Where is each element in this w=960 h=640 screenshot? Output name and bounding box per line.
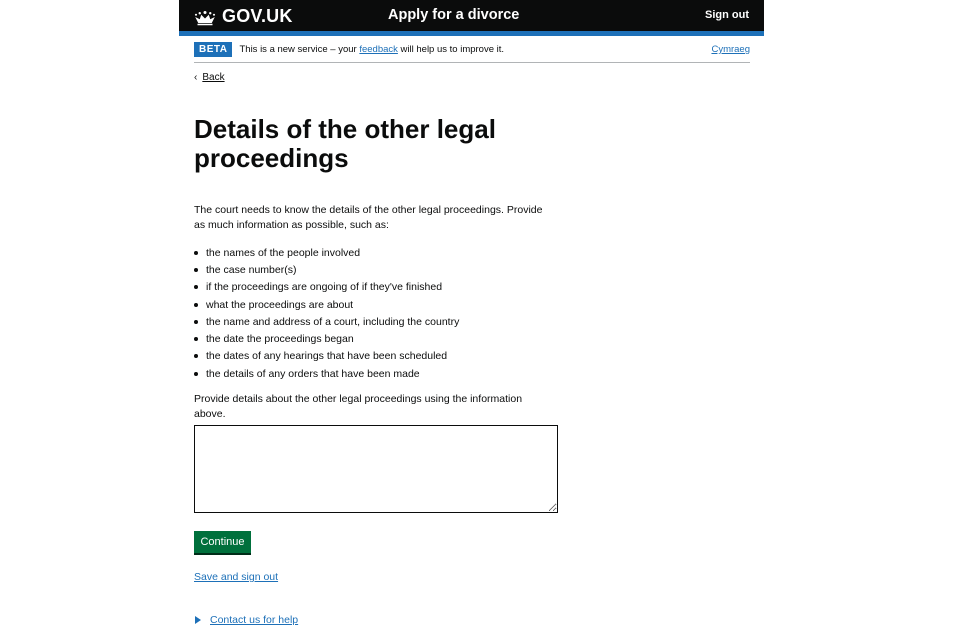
phase-banner	[194, 40, 750, 63]
list-item-text: the name and address of a court, including the country	[206, 315, 460, 328]
language-toggle-link[interactable]: Cymraeg	[711, 44, 750, 55]
bullet-icon	[194, 320, 198, 324]
chevron-left-icon: ‹	[194, 72, 198, 83]
phase-banner-text	[239, 44, 504, 55]
sign-out-link[interactable]: Sign out	[705, 9, 749, 21]
list-item-text: the details of any orders that have been made	[206, 367, 420, 380]
list-item	[194, 279, 459, 296]
bullet-icon	[194, 337, 198, 341]
list-item-text: the names of the people involved	[206, 246, 361, 259]
list-item	[194, 330, 459, 347]
list-item	[194, 348, 459, 365]
bullet-icon	[194, 354, 198, 358]
phase-banner-text-after: will help us to improve it.	[397, 43, 505, 55]
list-item	[194, 261, 459, 278]
list-item	[194, 296, 459, 313]
bullet-icon	[194, 251, 198, 255]
details-field-label: Provide details about the other legal proceedings using the information above.	[194, 393, 523, 420]
site-header	[179, 0, 764, 31]
logo-text: GOV.UK	[222, 6, 293, 26]
beta-tag: BETA	[194, 42, 232, 57]
bullet-icon	[194, 303, 198, 307]
list-item-text: if the proceedings are ongoing of if they've finished	[206, 281, 443, 294]
back-link[interactable]	[194, 72, 225, 83]
information-list	[194, 244, 459, 382]
list-item-text: the dates of any hearings that have been scheduled	[206, 350, 448, 363]
list-item-text: what the proceedings are about	[206, 298, 354, 311]
page-title: Details of the other legal proceedings	[194, 114, 496, 173]
continue-button[interactable]: Continue	[194, 531, 251, 553]
crown-icon	[193, 8, 217, 26]
header-accent-bar	[179, 31, 764, 36]
intro-text: The court needs to know the details of the other legal proceedings. Provide as much information as possible, such as:	[194, 204, 543, 231]
list-item-text: the date the proceedings began	[206, 333, 354, 346]
list-item	[194, 313, 459, 330]
triangle-right-icon	[195, 616, 201, 624]
details-textarea[interactable]	[194, 425, 558, 513]
feedback-link[interactable]: feedback	[359, 43, 398, 55]
govuk-logo[interactable]	[193, 6, 293, 27]
bullet-icon	[194, 285, 198, 289]
phase-banner-text-before: This is a new service – your	[239, 43, 360, 55]
bullet-icon	[194, 372, 198, 376]
list-item	[194, 365, 459, 382]
save-and-sign-out-link[interactable]: Save and sign out	[194, 571, 279, 583]
list-item	[194, 244, 459, 261]
service-name-link[interactable]: Apply for a divorce	[388, 7, 520, 23]
contact-us-details-toggle[interactable]	[194, 614, 298, 626]
bullet-icon	[194, 268, 198, 272]
list-item-text: the case number(s)	[206, 263, 297, 276]
back-link-label: Back	[202, 72, 225, 83]
contact-us-label: Contact us for help	[210, 614, 299, 626]
